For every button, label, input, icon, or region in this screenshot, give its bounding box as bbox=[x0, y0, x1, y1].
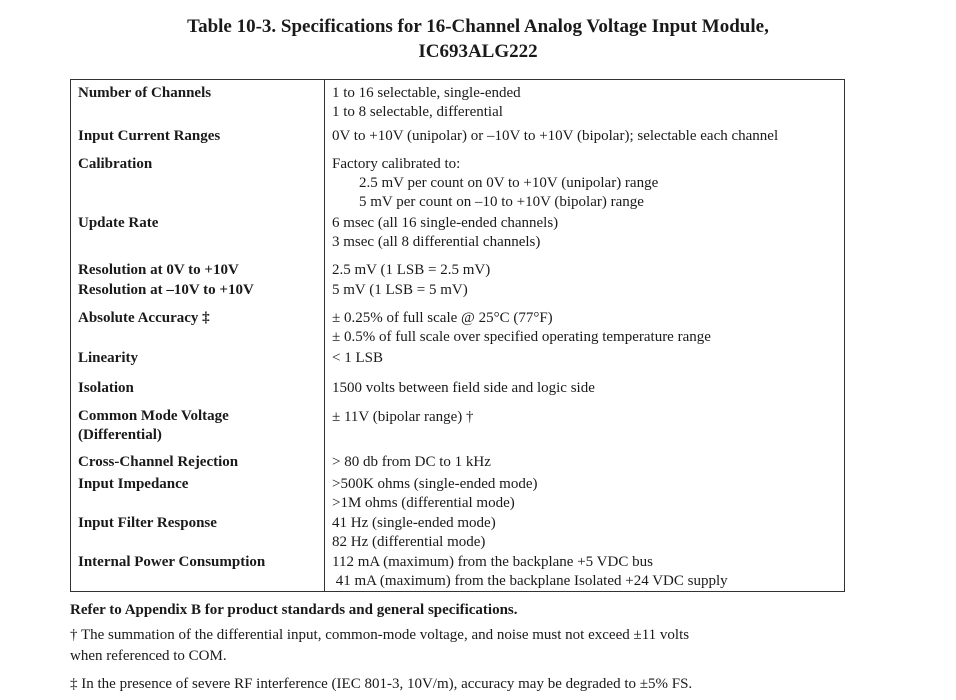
value-line: 1 to 8 selectable, differential bbox=[332, 104, 503, 120]
row-value-calibration bbox=[332, 155, 658, 212]
row-value-linearity bbox=[332, 349, 383, 368]
value-line: 5 mV (1 LSB = 5 mV) bbox=[332, 282, 468, 298]
value-line: 3 msec (all 8 differential channels) bbox=[332, 234, 541, 250]
row-label-input-current-ranges: Input Current Ranges bbox=[78, 128, 221, 144]
table-title-line-1: Table 10-3. Specifications for 16-Channel Analog Voltage Input Module, bbox=[187, 16, 769, 37]
row-label-common-mode-voltage bbox=[78, 407, 229, 445]
dagger-footnote-line-1: † The summation of the differential input, common-mode voltage, and noise must not exceed ±11 volts bbox=[70, 627, 690, 643]
value-line: 82 Hz (differential mode) bbox=[332, 534, 486, 550]
value-line: 1500 volts between field side and logic side bbox=[332, 380, 595, 396]
value-line: ± 11V (bipolar range) † bbox=[332, 409, 474, 425]
value-line: 6 msec (all 16 single-ended channels) bbox=[332, 215, 559, 231]
row-label-resolution-bipolar: Resolution at –10V to +10V bbox=[78, 282, 254, 298]
column-divider bbox=[324, 80, 325, 591]
value-line: > 80 db from DC to 1 kHz bbox=[332, 454, 491, 470]
row-label-isolation: Isolation bbox=[78, 380, 134, 396]
value-line: >1M ohms (differential mode) bbox=[332, 495, 515, 511]
row-label-absolute-accuracy: Absolute Accuracy ‡ bbox=[78, 310, 210, 326]
value-line: 5 mV per count on –10 to +10V (bipolar) range bbox=[359, 194, 644, 210]
row-value-resolution-bipolar bbox=[332, 281, 468, 300]
value-line: Factory calibrated to: bbox=[332, 156, 461, 172]
double-dagger-footnote: ‡ In the presence of severe RF interference (IEC 801-3, 10V/m), accuracy may be degraded to ±5% FS. bbox=[70, 676, 693, 692]
value-line: 41 mA (maximum) from the backplane Isolated +24 VDC supply bbox=[332, 573, 728, 589]
row-label-internal-power-consumption: Internal Power Consumption bbox=[78, 554, 266, 570]
label-line: (Differential) bbox=[78, 427, 162, 443]
value-line: >500K ohms (single-ended mode) bbox=[332, 476, 538, 492]
table-title-line-2: IC693ALG222 bbox=[418, 41, 538, 62]
appendix-note: Refer to Appendix B for product standards and general specifications. bbox=[70, 602, 518, 618]
row-value-absolute-accuracy bbox=[332, 309, 711, 347]
value-line: < 1 LSB bbox=[332, 350, 383, 366]
row-value-input-filter-response bbox=[332, 514, 496, 552]
row-value-common-mode-voltage bbox=[332, 408, 474, 427]
row-label-number-of-channels: Number of Channels bbox=[78, 85, 212, 101]
label-line: Common Mode Voltage bbox=[78, 408, 229, 424]
specifications-table bbox=[70, 79, 845, 592]
row-value-internal-power-consumption bbox=[332, 553, 728, 591]
value-line: 0V to +10V (unipolar) or –10V to +10V (bipolar); selectable each channel bbox=[332, 128, 779, 144]
row-value-cross-channel-rejection bbox=[332, 453, 491, 472]
value-line: ± 0.5% of full scale over specified operating temperature range bbox=[332, 329, 711, 345]
row-label-input-filter-response: Input Filter Response bbox=[78, 515, 217, 531]
row-value-isolation bbox=[332, 379, 595, 398]
row-value-input-impedance bbox=[332, 475, 538, 513]
value-line: 1 to 16 selectable, single-ended bbox=[332, 85, 521, 101]
row-value-resolution-unipolar bbox=[332, 261, 490, 280]
row-label-input-impedance: Input Impedance bbox=[78, 476, 189, 492]
table-title bbox=[0, 14, 956, 64]
row-label-calibration: Calibration bbox=[78, 156, 153, 172]
row-value-update-rate bbox=[332, 214, 558, 252]
value-line: 112 mA (maximum) from the backplane +5 VDC bus bbox=[332, 554, 653, 570]
row-value-number-of-channels bbox=[332, 84, 521, 122]
row-value-input-current-ranges bbox=[332, 127, 778, 146]
row-label-cross-channel-rejection: Cross-Channel Rejection bbox=[78, 454, 239, 470]
row-label-update-rate: Update Rate bbox=[78, 215, 159, 231]
row-label-linearity: Linearity bbox=[78, 350, 138, 366]
row-label-resolution-unipolar: Resolution at 0V to +10V bbox=[78, 262, 239, 278]
dagger-footnote-line-2: when referenced to COM. bbox=[70, 648, 227, 664]
value-line: 41 Hz (single-ended mode) bbox=[332, 515, 496, 531]
value-line: ± 0.25% of full scale @ 25°C (77°F) bbox=[332, 310, 553, 326]
value-line: 2.5 mV (1 LSB = 2.5 mV) bbox=[332, 262, 491, 278]
value-line: 2.5 mV per count on 0V to +10V (unipolar) range bbox=[359, 175, 659, 191]
